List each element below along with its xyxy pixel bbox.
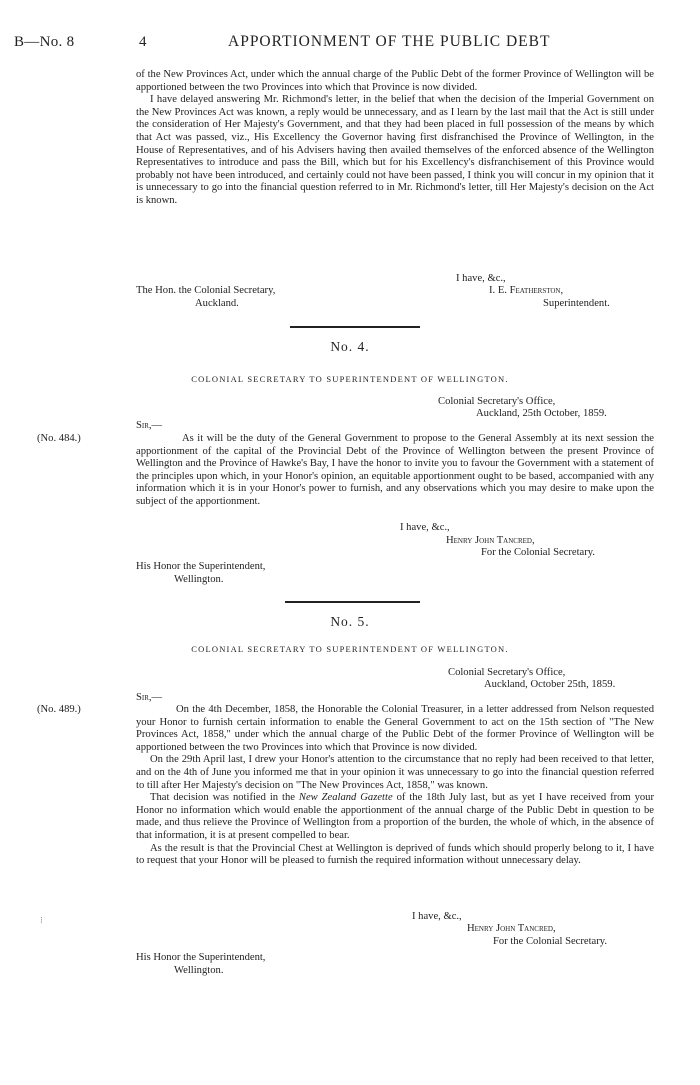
section-divider (285, 601, 420, 603)
letter4-signer-title: For the Colonial Secretary. (481, 547, 596, 558)
letter3-signer: I. E. Featherston, (489, 285, 564, 296)
letter4-office: Colonial Secretary's Office, (438, 396, 556, 407)
letter4-closing: I have, &c., (400, 522, 450, 533)
margin-mark: ⁝ (40, 915, 43, 925)
letter5-office: Colonial Secretary's Office, (448, 667, 566, 678)
letter3-closing: I have, &c., (456, 273, 506, 284)
letter3-signer-title: Superintendent. (543, 298, 610, 309)
letter5-salutation: Sir,— (136, 692, 163, 703)
letter4-addressee: His Honor the Superintendent, (136, 561, 266, 572)
letter4-salutation: Sir,— (136, 420, 163, 431)
letter4-body (136, 433, 654, 509)
letter3-addressee-place: Auckland. (195, 298, 239, 309)
letter5-caption: COLONIAL SECRETARY TO SUPERINTENDENT OF WELLINGTON. (191, 644, 509, 654)
letter3-addressee: The Hon. the Colonial Secretary, (136, 285, 276, 296)
letter5-body (136, 704, 654, 868)
letter5-paragraph-3: That decision was notified in the New Zealand Gazette of the 18th July last, but as yet I have received from your Honor no information which would enable the apportionment of the annual charge of the Public Debt in question to be made, and thus relieve the Province of Wellington from a proportion of the burden, the whole of which, in the absence of that information, it is at present compelled to bear. (136, 792, 655, 841)
letter5-addressee-place: Wellington. (174, 965, 224, 976)
letter4-caption: COLONIAL SECRETARY TO SUPERINTENDENT OF WELLINGTON. (191, 374, 509, 384)
letter4-addressee-place: Wellington. (174, 574, 224, 585)
letter5-paragraph-2: On the 29th April last, I drew your Honor's attention to the circumstance that no reply had been received to that letter, and on the 4th of June you informed me that in your opinion it was unnecessary to go into the financial question referred to till after Her Majesty's decision on "The New Provinces Act, 1858," was known. (136, 754, 654, 791)
letter4-margin-reference: (No. 484.) (37, 433, 81, 444)
letter4-paragraph: As it will be the duty of the General Government to propose to the General Assembly at its next session the apportionment of the capital of the Provincial Debt of the Province of Wellington between the present Province of Wellington and the Province of Hawke's Bay, I have the honor to invite you to favour the Government with a statement of the principles upon which, in your Honor's opinion, an equitable apportionment ought to be based, accompanied with any information which it is in your Honor's power to furnish, and any observations which you may desire to make upon the subject of the apportionment. (136, 433, 654, 507)
letter5-margin-reference: (No. 489.) (37, 704, 81, 715)
letter4-date: Auckland, 25th October, 1859. (476, 408, 607, 419)
letter5-date: Auckland, October 25th, 1859. (484, 679, 616, 690)
letter5-addressee: His Honor the Superintendent, (136, 952, 266, 963)
letter3-paragraph-1: of the New Provinces Act, under which the annual charge of the Public Debt of the former Province of Wellington will be apportioned between the two Provinces into which that Province is now divided. (136, 69, 654, 93)
letter3-body (136, 69, 654, 208)
letter5-closing: I have, &c., (412, 911, 462, 922)
letter5-signer: Henry John Tancred, (467, 923, 556, 934)
letter4-number: No. 4. (330, 339, 370, 354)
page-title: APPORTIONMENT OF THE PUBLIC DEBT (228, 33, 551, 50)
letter5-number: No. 5. (330, 614, 370, 629)
letter5-signer-title: For the Colonial Secretary. (493, 936, 608, 947)
letter5-paragraph-4: As the result is that the Provincial Chest at Wellington is deprived of funds which should properly belong to it, I have to request that your Honor will be pleased to furnish the required information without unnecessary delay. (136, 842, 654, 867)
letter3-paragraph-2: I have delayed answering Mr. Richmond's letter, in the belief that when the decision of the Imperial Government on the New Provinces Act was known, a reply would be unnecessary, and as I learn by the last mail that the Act is still under the consideration of Her Majesty's Government, and that they had been placed in full possession of the means by which that Act was passed, viz., His Excellency the Governor having first disfranchised the Province of Wellington, in the House of Representatives, and of his Advisers having then availed themselves of the enforced absence of the Wellington Representatives to introduce and pass the Bill, which but for his Excellency's disfranchisement of this Province would probably not have been introduced, and certainly could not have been passed, I think you will concur in my opinion that it is unnecessary to go into the financial question referred to in Mr. Richmond's letter, till Her Majesty's decision on the Act is known. (136, 94, 654, 206)
gazette-title: New Zealand Gazette (298, 792, 393, 804)
letter5-paragraph-1: On the 4th December, 1858, the Honorable the Colonial Treasurer, in a letter addressed from Nelson requested your Honor to furnish certain information to enable the General Government to act on the 15th section of "The New Provinces Act, 1858," under which the annual charge of the Public Debt of the former Province of Wellington will be apportioned between the two Provinces into which that Province is now divided. (136, 704, 654, 753)
page-number: 4 (139, 34, 147, 50)
section-divider (290, 326, 420, 328)
document-reference: B—No. 8 (14, 34, 75, 50)
letter4-signer: Henry John Tancred, (446, 535, 535, 546)
